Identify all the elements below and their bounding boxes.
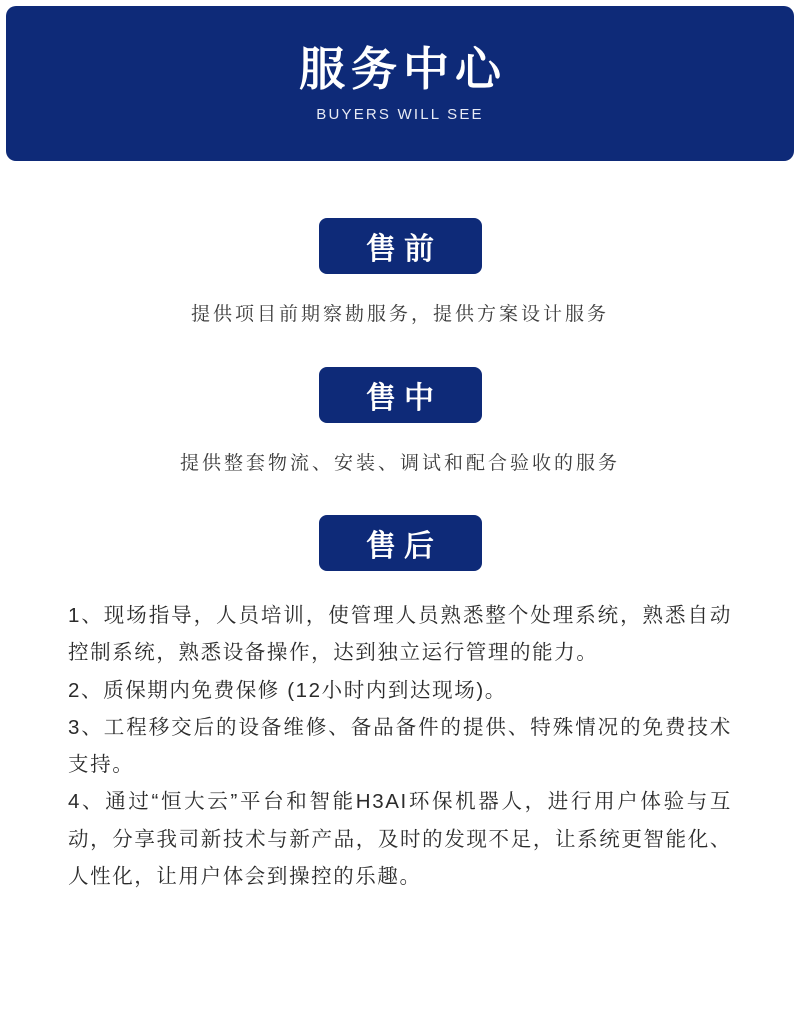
section-label-during-sales: 售中 — [319, 367, 482, 423]
section-pre-sales — [0, 218, 800, 330]
after-sales-item-1: 1、现场指导，人员培训，使管理人员熟悉整个处理系统，熟悉自动控制系统，熟悉设备操作，达到独立运行管理的能力。 — [68, 604, 732, 665]
section-during-sales — [0, 367, 800, 479]
page-header-banner — [6, 6, 794, 161]
page-title: 服务中心 — [299, 42, 507, 95]
page-subtitle: BUYERS WILL SEE — [316, 106, 484, 124]
section-description-pre-sales: 提供项目前期察勘服务，提供方案设计服务 — [190, 304, 609, 325]
service-center-page — [0, 6, 800, 1031]
section-label-after-sales: 售后 — [319, 515, 482, 571]
after-sales-item-4: 4、通过“恒大云”平台和智能H3AI环保机器人，进行用户体验与互动，分享我司新技术与新产品，及时的发现不足，让系统更智能化、人性化，让用户体会到操控的乐趣。 — [68, 790, 732, 889]
section-label-pre-sales: 售前 — [319, 218, 482, 274]
after-sales-content — [68, 597, 732, 895]
after-sales-item-2: 2、质保期内免费保修 (12小时内到达现场)。 — [68, 678, 507, 702]
after-sales-item-3: 3、工程移交后的设备维修、备品备件的提供、特殊情况的免费技术支持。 — [68, 715, 732, 777]
section-description-during-sales: 提供整套物流、安装、调试和配合验收的服务 — [179, 452, 620, 474]
section-after-sales — [0, 515, 800, 571]
